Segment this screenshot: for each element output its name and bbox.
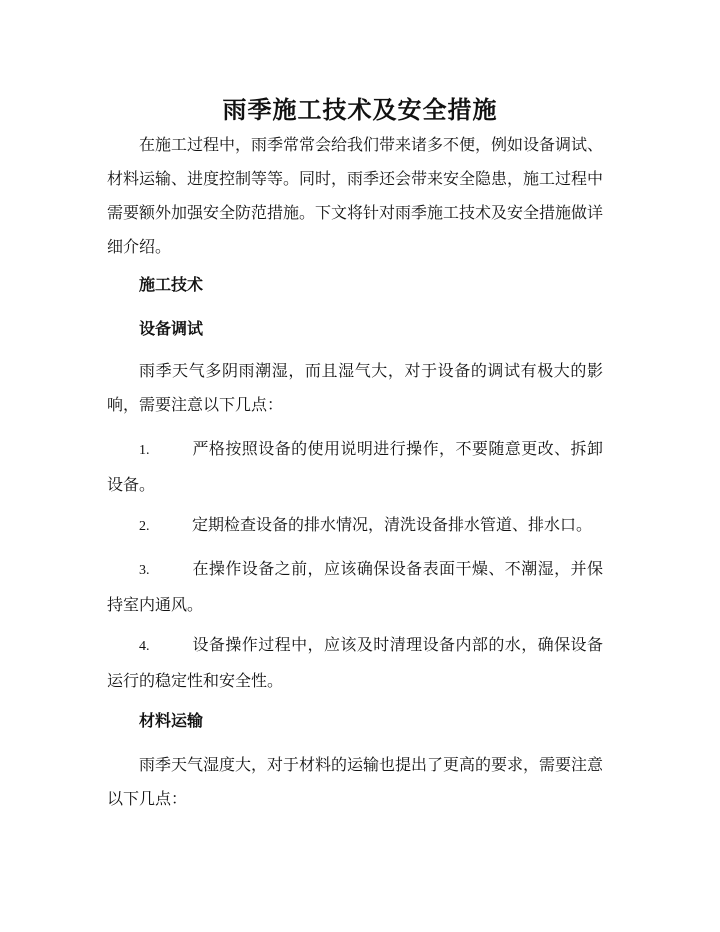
list-item xyxy=(107,628,603,698)
list-item-number: 1. xyxy=(139,443,150,458)
list-item-text: 严格按照设备的使用说明进行操作，不要随意更改、拆卸设备。 xyxy=(107,439,603,494)
list-item xyxy=(107,552,603,622)
equipment-intro-paragraph: 雨季天气多阴雨潮湿，而且湿气大，对于设备的调试有极大的影响，需要注意以下几点： xyxy=(107,361,603,414)
list-item xyxy=(107,508,603,544)
subsection-heading-material-transport: 材料运输 xyxy=(139,711,204,730)
material-intro-paragraph: 雨季天气湿度大，对于材料的运输也提出了更高的要求，需要注意以下几点： xyxy=(107,755,604,808)
section-heading-construction-technique: 施工技术 xyxy=(139,275,204,294)
list-item-number: 3. xyxy=(139,563,150,578)
list-item-text: 在操作设备之前，应该确保设备表面干燥、不潮湿，并保持室内通风。 xyxy=(107,559,603,614)
list-item xyxy=(107,432,603,502)
list-item-number: 4. xyxy=(139,639,150,654)
document-title: 雨季施工技术及安全措施 xyxy=(222,95,498,124)
subsection-heading-equipment-debugging: 设备调试 xyxy=(139,319,204,338)
intro-paragraph: 在施工过程中，雨季常常会给我们带来诸多不便，例如设备调试、材料运输、进度控制等等。同时，雨季还会带来安全隐患，施工过程中需要额外加强安全防范措施。下文将针对雨季施工技术及安全措施做详细介绍。 xyxy=(107,135,604,256)
list-item-text: 定期检查设备的排水情况，清洗设备排水管道、排水口。 xyxy=(192,515,593,534)
list-item-text: 设备操作过程中，应该及时清理设备内部的水，确保设备运行的稳定性和安全性。 xyxy=(107,635,603,690)
list-item-number: 2. xyxy=(139,519,150,534)
